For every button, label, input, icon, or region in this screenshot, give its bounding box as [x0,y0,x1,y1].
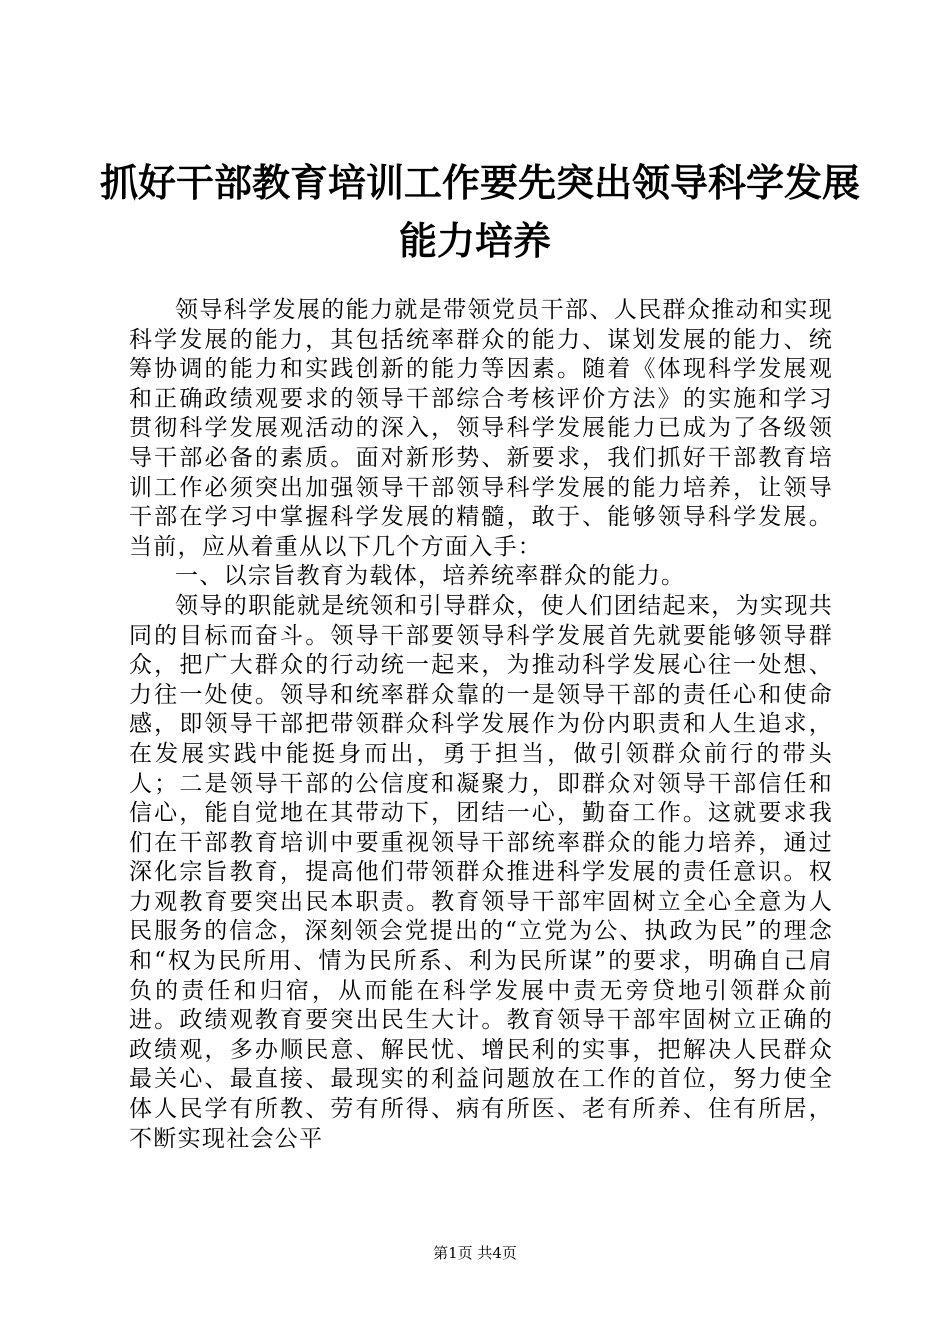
document-title-line-1: 抓好干部教育培训工作要先突出领导科学发展 [100,161,861,205]
paragraph-section-heading: 一、以宗旨教育为载体，培养统率群众的能力。 [175,563,686,590]
page-footer: 第1页 共4页 [433,1244,517,1262]
document-body [129,296,833,1154]
paragraph-section-body: 领导的职能就是统领和引导群众，使人们团结起来，为实现共同的目标而奋斗。领导干部要领导科学发展首先就要能够领导群众，把广大群众的行动统一起来，为推动科学发展心往一处想、力往一处使。领导和统率群众靠的一是领导干部的责任心和使命感，即领导干部把带领群众科学发展作为份内职责和人生追求，在发展实践中能挺身而出，勇于担当，做引领群众前行的带头人；二是领导干部的公信度和凝聚力，即群众对领导干部信任和信心，能自觉地在其带动下，团结一心，勤奋工作。这就要求我们在干部教育培训中要重视领导干部统率群众的能力培养，通过深化宗旨教育，提高他们带领群众推进科学发展的责任意识。权力观教育要突出民本职责。教育领导干部牢固树立全心全意为人民服务的信念，深刻领会党提出的“立党为公、执政为民”的理念和“权为民所用、情为民所系、利为民所谋”的要求，明确自己肩负的责任和归宿，从而能在科学发展中责无旁贷地引领群众前进。政绩观教育要突出民生大计。教育领导干部牢固树立正确的政绩观，多办顺民意、解民忧、增民利的实事，把解决人民群众最关心、最直接、最现实的利益问题放在工作的首位，努力使全体人民学有所教、劳有所得、病有所医、老有所养、住有所居，不断实现社会公平 [129,592,833,1152]
document-title-line-2: 能力培养 [398,219,551,263]
paragraph-intro: 领导科学发展的能力就是带领党员干部、人民群众推动和实现科学发展的能力，其包括统率群众的能力、谋划发展的能力、统筹协调的能力和实践创新的能力等因素。随着《体现科学发展观和正确政绩观要求的领导干部综合考核评价方法》的实施和学习贯彻科学发展观活动的深入，领导科学发展能力已成为了各级领导干部必备的素质。面对新形势、新要求，我们抓好干部教育培训工作必须突出加强领导干部领导科学发展的能力培养，让领导干部在学习中掌握科学发展的精髓，敢于、能够领导科学发展。当前，应从着重从以下几个方面入手： [129,297,833,560]
